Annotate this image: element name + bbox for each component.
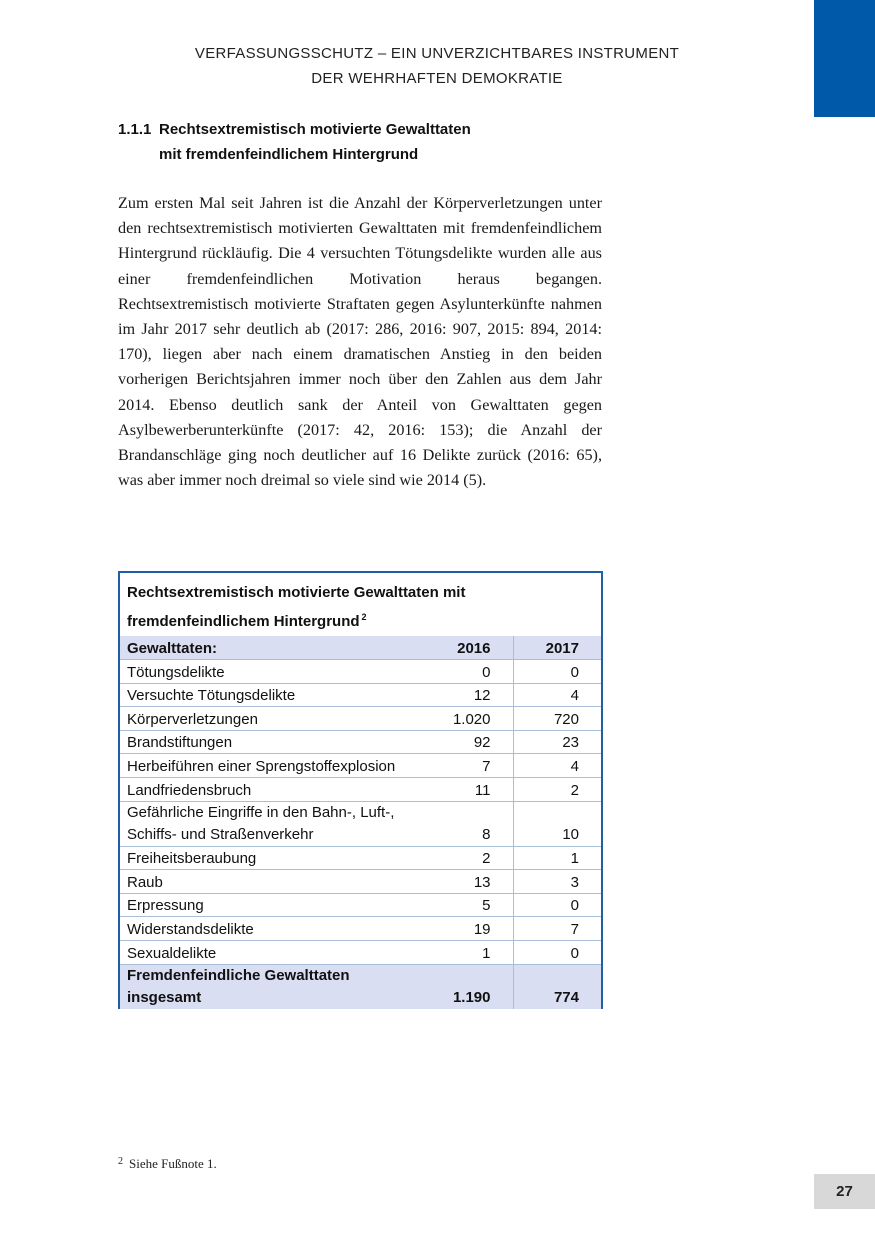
row-value-2017: 0 [513,660,601,684]
row-value-2016: 2 [440,846,513,870]
row-value-2017: 7 [513,917,601,941]
table-row [120,754,601,778]
row-value-2017: 10 [513,801,601,846]
total-label-line-2: insgesamt [127,988,202,1006]
table-title-line-1: Rechtsextremistisch motivierte Gewalttaten mit [127,584,466,601]
row-label: Raub [120,870,440,894]
row-value-2017: 720 [513,707,601,731]
section-title-line-2: mit fremdenfeindlichem Hintergrund [159,146,419,163]
running-header-line-1: VERFASSUNGSSCHUTZ – EIN UNVERZICHTBARES INSTRUMENT [194,45,680,62]
row-value-2017: 3 [513,870,601,894]
column-header-label: Gewalttaten: [120,636,440,660]
table-row [120,660,601,684]
row-value-2017: 1 [513,846,601,870]
row-label: Versuchte Tötungsdelikte [120,683,440,707]
row-value-2017: 0 [513,893,601,917]
row-value-2016: 1 [440,940,513,964]
row-value-2017: 0 [513,940,601,964]
table-header-row [120,636,601,660]
row-value-2016: 11 [440,777,513,801]
row-value-2016: 92 [440,730,513,754]
section-title-line-1: Rechtsextremistisch motivierte Gewalttaten [159,121,471,138]
row-value-2017: 4 [513,683,601,707]
column-header-2017: 2017 [513,636,601,660]
total-value-2017: 774 [513,964,601,1009]
row-label-line-2: Schiffs- und Straßenverkehr [127,825,314,843]
row-value-2016: 8 [440,801,513,846]
table-row [120,940,601,964]
body-paragraph: Zum ersten Mal seit Jahren ist die Anzahl der Körperverletzungen unter den rechtsextremistisch motivierten Gewalttaten mit fremdenfeindlichem Hintergrund rückläufig. Die 4 versuchten Tötungsdelikte wurden alle aus einer fremdenfeindlichen Motivation heraus begangen. Rechtsextremistisch motivierte Straftaten gegen Asylunterkünfte nahmen im Jahr 2017 sehr deutlich ab (2017: 286, 2016: 907, 2015: 894, 2014: 170), liegen aber nach einem dramatischen Anstieg in den beiden vorherigen Berichtsjahren immer noch über den Zahlen aus dem Jahr 2014. Ebenso deutlich sank der Anteil von Gewalttaten gegen Asylbewerberunterkünfte (2017: 42, 2016: 153); die Anzahl der Brandanschläge ging noch deutlicher auf 16 Delikte zurück (2016: 65), was aber immer noch dreimal so viele sind wie 2014 (5). [118,194,602,490]
running-header-line-2: DER WEHRHAFTEN DEMOKRATIE [311,70,563,87]
row-label: Sexualdelikte [120,940,440,964]
row-label: Freiheitsberaubung [120,846,440,870]
total-label-line-1: Fremdenfeindliche Gewalttaten [127,966,350,984]
table-title-line-2: fremdenfeindlichem Hintergrund [127,613,360,630]
statistics-table [118,571,603,1009]
row-value-2016: 1.020 [440,707,513,731]
row-label: Brandstiftungen [120,730,440,754]
section-number: 1.1.1 [118,121,152,138]
column-header-2016: 2016 [440,636,513,660]
table-row [120,683,601,707]
row-label-line-1: Gefährliche Eingriffe in den Bahn-, Luft-, [127,803,395,821]
page-number: 27 [814,1174,875,1209]
table-row [120,801,601,846]
table-row [120,893,601,917]
table-row [120,917,601,941]
row-value-2016: 5 [440,893,513,917]
table-row [120,870,601,894]
running-header [140,41,734,91]
footnote-text: Siehe Fußnote 1. [129,1156,217,1171]
row-label: Erpressung [120,893,440,917]
table-row [120,846,601,870]
footnote-mark: 2 [118,1156,123,1167]
row-label: Landfriedensbruch [120,777,440,801]
row-value-2016: 19 [440,917,513,941]
footnote [118,1153,217,1173]
table-title [127,580,587,634]
row-label: Tötungsdelikte [120,660,440,684]
row-value-2016: 13 [440,870,513,894]
row-value-2016: 7 [440,754,513,778]
row-value-2016: 12 [440,683,513,707]
row-value-2017: 23 [513,730,601,754]
row-label [120,801,440,846]
table-footnote-ref: 2 [361,612,367,622]
table-row [120,707,601,731]
row-label: Herbeiführen einer Sprengstoffexplosion [120,754,440,778]
row-value-2016: 0 [440,660,513,684]
table-row [120,730,601,754]
table-total-row [120,964,601,1009]
chapter-color-tab [814,0,875,117]
row-value-2017: 2 [513,777,601,801]
row-value-2017: 4 [513,754,601,778]
total-value-2016: 1.190 [440,964,513,1009]
total-label [120,964,440,1009]
table-row [120,777,601,801]
row-label: Körperverletzungen [120,707,440,731]
row-label: Widerstandsdelikte [120,917,440,941]
table-grid [120,636,601,1009]
